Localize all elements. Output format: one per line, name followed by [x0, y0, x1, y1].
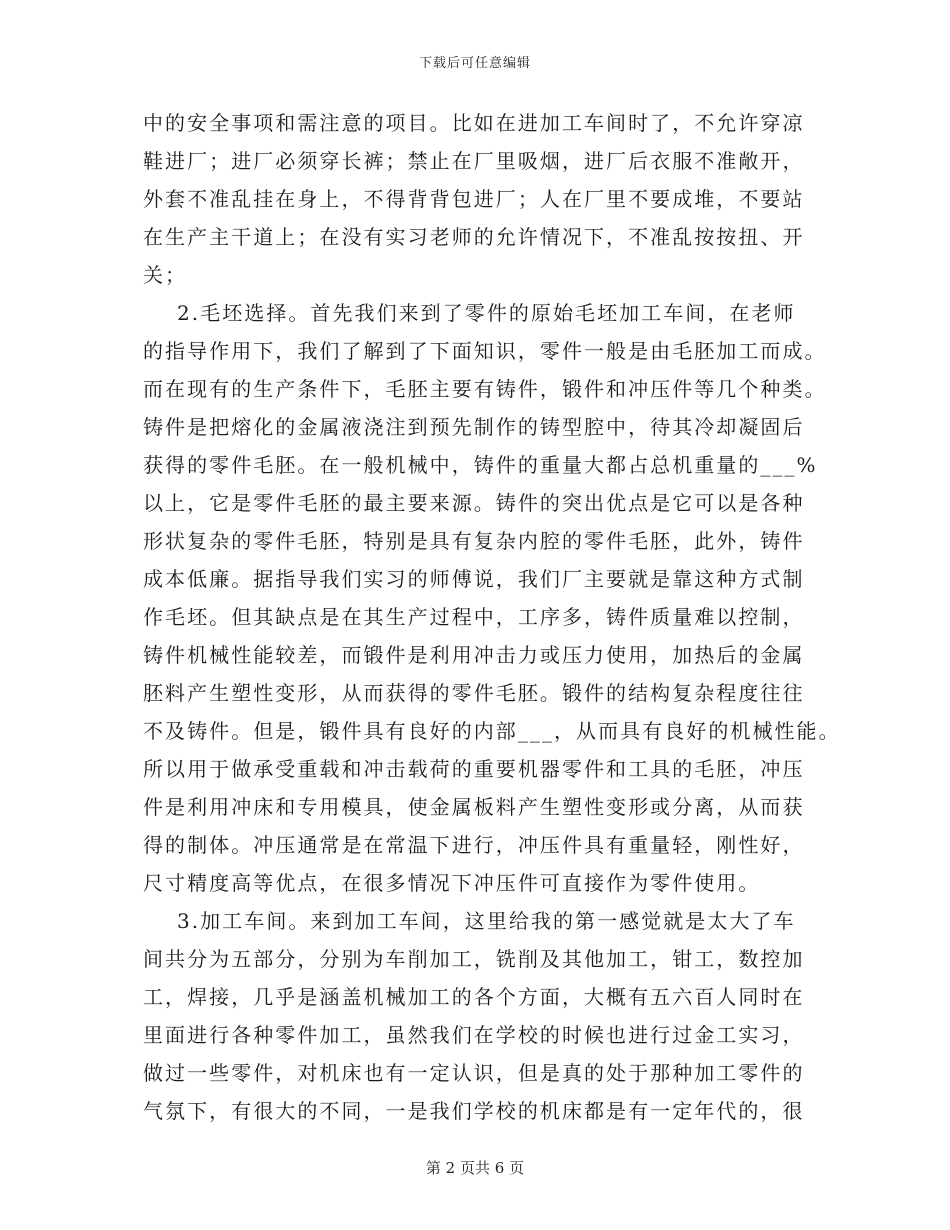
text-line: 在生产主干道上；在没有实习老师的允许情况下，不准乱按按扭、开	[143, 225, 805, 249]
text-line: 中的安全事项和需注意的项目。比如在进加工车间时了，不允许穿凉	[143, 111, 805, 135]
text-line: 鞋进厂；进厂必须穿长裤；禁止在厂里吸烟，进厂后衣服不准敞开，	[143, 149, 805, 173]
text-line: 外套不准乱挂在身上，不得背背包进厂；人在厂里不要成堆，不要站	[143, 187, 805, 211]
document-body	[143, 104, 841, 1130]
text-line: 2.毛坯选择。首先我们来到了零件的原始毛坯加工车间，在老师	[177, 301, 796, 325]
text-line: 成本低廉。据指导我们实习的师傅说，我们厂主要就是靠这种方式制	[143, 567, 805, 591]
text-line: 气氛下，有很大的不同，一是我们学校的机床都是有一定年代的，很	[143, 1099, 805, 1123]
text-line: 不及铸件。但是，锻件具有良好的内部___，从而具有良好的机械性能。	[143, 719, 841, 743]
text-line: 而在现有的生产条件下，毛胚主要有铸件，锻件和冲压件等几个种类。	[143, 377, 827, 401]
text-line: 胚料产生塑性变形，从而获得的零件毛胚。锻件的结构复杂程度往往	[143, 681, 805, 705]
text-line: 铸件是把熔化的金属液浇注到预先制作的铸型腔中，待其冷却凝固后	[143, 415, 805, 439]
text-line: 件是利用冲床和专用模具，使金属板料产生塑性变形或分离，从而获	[143, 795, 805, 819]
text-line: 3.加工车间。来到加工车间，这里给我的第一感觉就是太大了车	[177, 909, 796, 933]
text-line: 尺寸精度高等优点，在很多情况下冲压件可直接作为零件使用。	[143, 871, 761, 895]
page-header: 下载后可任意编辑	[418, 56, 531, 71]
text-line: 工，焊接，几乎是涵盖机械加工的各个方面，大概有五六百人同时在	[143, 985, 805, 1009]
text-line: 作毛坯。但其缺点是在其生产过程中，工序多，铸件质量难以控制，	[143, 605, 805, 629]
text-line: 里面进行各种零件加工，虽然我们在学校的时候也进行过金工实习，	[143, 1023, 805, 1047]
text-line: 形状复杂的零件毛胚，特别是具有复杂内腔的零件毛胚，此外，铸件	[143, 529, 805, 553]
text-line: 关；	[143, 263, 188, 287]
text-line: 得的制体。冲压通常是在常温下进行，冲压件具有重量轻，刚性好，	[143, 833, 805, 857]
text-line: 以上，它是零件毛胚的最主要来源。铸件的突出优点是它可以是各种	[143, 491, 805, 515]
text-line: 获得的零件毛胚。在一般机械中，铸件的重量大都占总机重量的___%	[143, 453, 818, 477]
text-line: 间共分为五部分，分别为车削加工，铣削及其他加工，钳工，数控加	[143, 947, 805, 971]
page-footer: 第 2 页共 6 页	[425, 1159, 525, 1177]
text-line: 的指导作用下，我们了解到了下面知识，零件一般是由毛胚加工而成。	[143, 339, 827, 363]
text-line: 做过一些零件，对机床也有一定认识，但是真的处于那种加工零件的	[143, 1061, 805, 1085]
text-line: 铸件机械性能较差，而锻件是利用冲击力或压力使用，加热后的金属	[143, 643, 805, 667]
text-line: 所以用于做承受重载和冲击载荷的重要机器零件和工具的毛胚，冲压	[143, 757, 805, 781]
